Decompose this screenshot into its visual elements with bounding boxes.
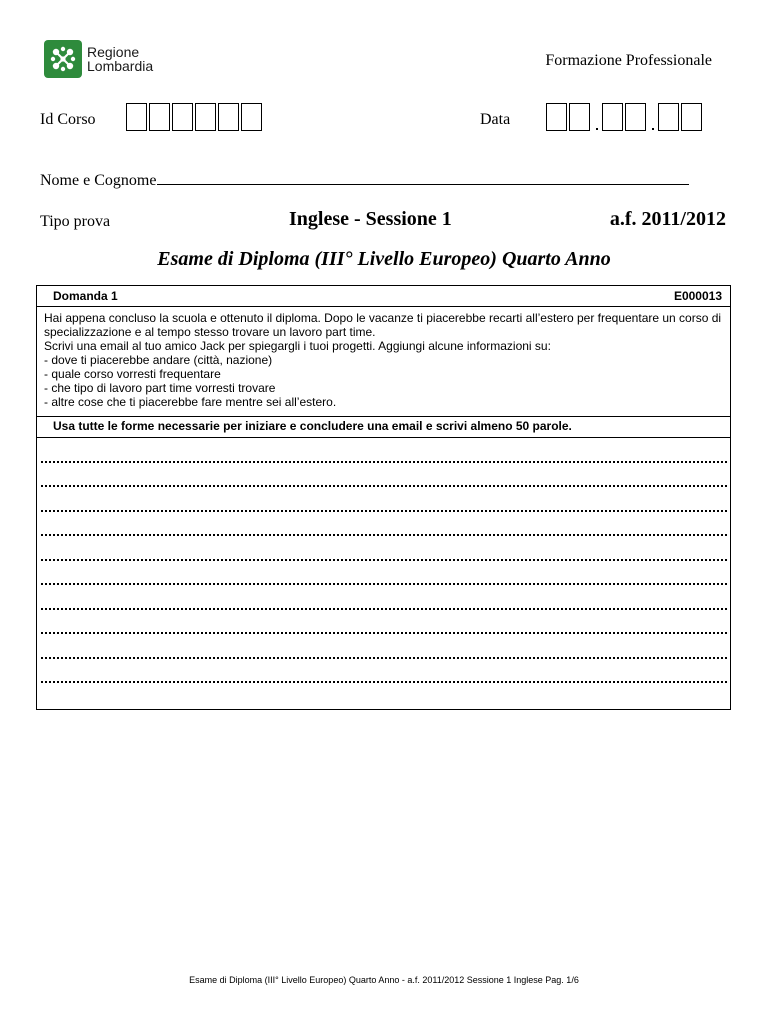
id-corso-box[interactable] — [172, 103, 193, 131]
answer-line[interactable] — [41, 487, 727, 512]
question-box — [36, 285, 731, 710]
name-underline[interactable] — [157, 170, 689, 185]
data-label: Data — [480, 111, 511, 128]
org-title: Formazione Professionale — [545, 52, 712, 69]
answer-line[interactable] — [41, 659, 727, 684]
page-footer: Esame di Diploma (III° Livello Europeo) Quarto Anno - a.f. 2011/2012 Sessione 1 Inglese Pag. 1/6 — [189, 975, 579, 985]
question-item: - altre cose che ti piacerebbe fare mentre sei all’estero. — [44, 395, 724, 409]
answer-line[interactable] — [41, 585, 727, 610]
question-items — [44, 353, 724, 409]
question-paragraph-2: Scrivi una email al tuo amico Jack per spiegargli i tuoi progetti. Aggiungi alcune informazioni su: — [44, 339, 551, 353]
question-header — [37, 286, 730, 307]
id-corso-box[interactable] — [218, 103, 239, 131]
exam-subject: Inglese - Sessione 1 — [289, 208, 452, 230]
answer-area[interactable] — [37, 438, 730, 683]
question-instruction: Usa tutte le forme necessarie per iniziare e concludere una email e scrivi almeno 50 parole. — [37, 417, 730, 438]
region-logo — [44, 40, 153, 78]
logo-line-2: Lombardia — [87, 58, 154, 74]
exam-title: Esame di Diploma (III° Livello Europeo) Quarto Anno — [157, 248, 611, 270]
date-year-box[interactable] — [658, 103, 679, 131]
question-label: Domanda 1 — [53, 289, 118, 303]
academic-year: a.f. 2011/2012 — [609, 208, 726, 230]
answer-line[interactable] — [41, 561, 727, 586]
question-paragraph-1: Hai appena concluso la scuola e ottenuto il diploma. Dopo le vacanze ti piacerebbe recarti all’estero per frequentare un corso di specializzazione e al tempo stesso trovare un lavoro part time. — [44, 311, 722, 339]
date-day-box[interactable] — [546, 103, 567, 131]
date-separator — [648, 103, 658, 131]
answer-line[interactable] — [41, 463, 727, 488]
region-logo-mark — [44, 40, 82, 78]
question-text — [37, 307, 730, 417]
question-item: - dove ti piacerebbe andare (città, nazione) — [44, 353, 724, 367]
name-field — [40, 170, 689, 190]
answer-line[interactable] — [41, 610, 727, 635]
id-corso-box[interactable] — [195, 103, 216, 131]
id-corso-box[interactable] — [149, 103, 170, 131]
date-separator — [592, 103, 602, 131]
answer-line[interactable] — [41, 536, 727, 561]
date-boxes[interactable] — [546, 103, 704, 131]
id-corso-box[interactable] — [241, 103, 262, 131]
id-corso-box[interactable] — [126, 103, 147, 131]
region-logo-text — [87, 45, 153, 73]
date-month-box[interactable] — [602, 103, 623, 131]
answer-line[interactable] — [41, 438, 727, 463]
date-day-box[interactable] — [569, 103, 590, 131]
logo-line-1: Regione — [87, 44, 140, 60]
answer-line[interactable] — [41, 634, 727, 659]
question-item: - quale corso vorresti frequentare — [44, 367, 724, 381]
answer-line[interactable] — [41, 512, 727, 537]
tipo-prova-label: Tipo prova — [40, 213, 111, 230]
question-item: - che tipo di lavoro part time vorresti trovare — [44, 381, 724, 395]
id-corso-boxes[interactable] — [126, 103, 264, 131]
name-label: Nome e Cognome — [40, 172, 157, 189]
rose-icon — [49, 45, 77, 73]
id-corso-label: Id Corso — [40, 111, 96, 128]
date-year-box[interactable] — [681, 103, 702, 131]
date-month-box[interactable] — [625, 103, 646, 131]
question-code: E000013 — [673, 289, 722, 303]
